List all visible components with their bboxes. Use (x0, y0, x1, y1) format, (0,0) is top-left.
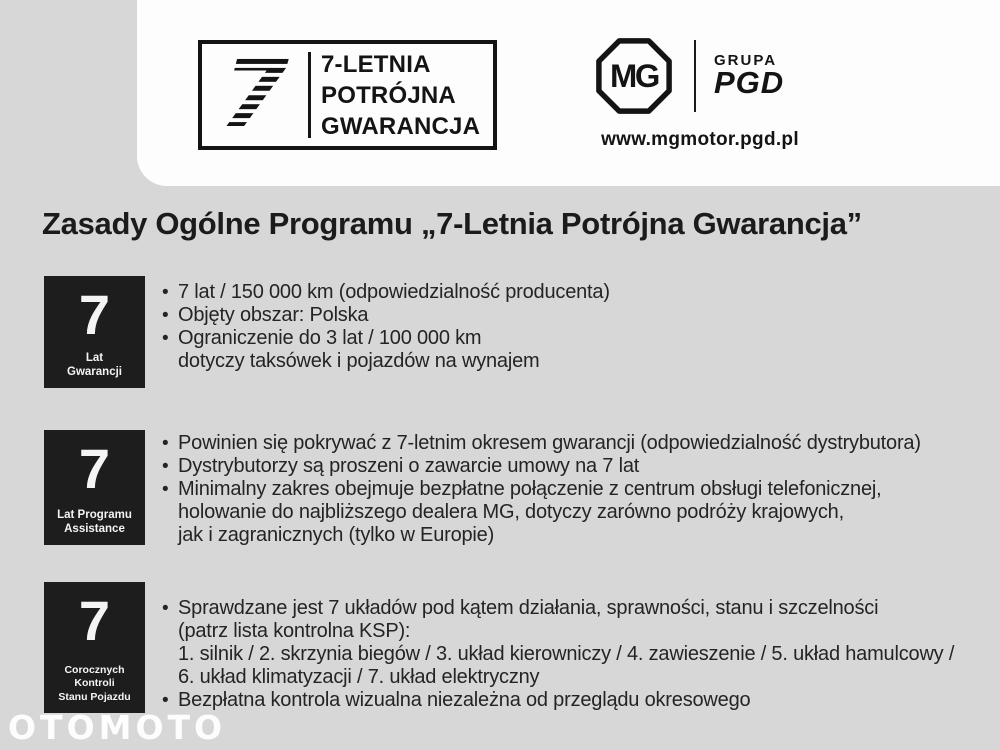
bullet-dot: • (162, 328, 169, 349)
list-item-continuation (162, 620, 954, 643)
list-item-continuation (162, 350, 610, 373)
list-item-text: Minimalny zakres obejmuje bezpłatne połączenie z centrum obsługi telefonicznej, (178, 478, 882, 500)
otomoto-watermark: OTOMOTO (8, 708, 227, 747)
badge-label (57, 509, 132, 536)
badge-digit: 7 (78, 283, 111, 346)
badge-label-line1: Lat Programu (57, 509, 132, 521)
list-item (162, 281, 610, 304)
badge-label-line1: Corocznych Kontroli (64, 663, 125, 689)
bullet-dot: • (162, 479, 169, 500)
badge-label (67, 352, 122, 379)
mg-octagon-icon (595, 36, 673, 116)
list-item-text: Bezpłatna kontrola wizualna niezależna od przeglądu okresowego (178, 689, 751, 711)
list-item-text: Dystrybutorzy są proszeni o zawarcie umowy na 7 lat (178, 455, 640, 477)
warranty-logo-text (321, 49, 480, 142)
list-item (162, 327, 610, 350)
warranty-logo-line3: GWARANCJA (321, 112, 481, 140)
list-item-text: jak i zagranicznych (tylko w Europie) (178, 524, 495, 546)
list-item-text: 1. silnik / 2. skrzynia biegów / 3. układ kierowniczy / 4. zawieszenie / 5. układ hamulcowy / (178, 643, 955, 665)
list-item-text: dotyczy taksówek i pojazdów na wynajem (178, 350, 540, 372)
list-item-continuation (162, 501, 921, 524)
list-item-text: Objęty obszar: Polska (178, 304, 369, 326)
list-item-text: holowanie do najbliższego dealera MG, dotyczy zarówno podróży krajowych, (178, 501, 844, 523)
list-item (162, 304, 610, 327)
list-item-text: Sprawdzane jest 7 układów pod kątem działania, sprawności, stanu i szczelności (178, 597, 879, 619)
badge-coroczne-kontrole (44, 582, 145, 713)
list-item (162, 478, 921, 501)
badge-digit: 7 (78, 589, 111, 652)
list-item-continuation (162, 524, 921, 547)
bullet-dot: • (162, 305, 169, 326)
badge-label (46, 664, 143, 705)
list-item (162, 689, 954, 712)
badge-lat-programu-assistance (44, 430, 145, 545)
grupa-label: GRUPA (714, 52, 778, 69)
list-item-text: Powinien się pokrywać z 7-letnim okresem gwarancji (odpowiedzialność dystrybutora) (178, 432, 921, 454)
list-item-continuation (162, 666, 954, 689)
bullet-dot: • (162, 433, 169, 454)
list-item (162, 455, 921, 478)
list-item-continuation (162, 643, 954, 666)
badge-label-line1: Lat (85, 352, 104, 364)
mg-logo (595, 36, 673, 116)
list-item-text: 7 lat / 150 000 km (odpowiedzialność producenta) (178, 281, 610, 303)
logo-divider (308, 52, 311, 138)
list-item (162, 432, 921, 455)
website-url: www.mgmotor.pgd.pl (601, 129, 799, 150)
badge-label-line2: Assistance (64, 522, 125, 535)
list-item-text: (patrz lista kontrolna KSP): (178, 620, 411, 642)
section-assistance-text (162, 432, 921, 547)
warranty-logo-line1: 7-LETNIA (321, 50, 431, 78)
pgd-label: PGD (714, 65, 785, 100)
grupa-pgd-logo (714, 52, 804, 100)
header-card (137, 0, 1000, 186)
bullet-dot: • (162, 456, 169, 477)
bullet-dot: • (162, 690, 169, 711)
striped-seven-icon: 7 (199, 50, 309, 139)
seven-year-warranty-logo (198, 40, 497, 150)
section-kontrole-text (162, 597, 954, 712)
page-title: Zasady Ogólne Programu „7-Letnia Potrójna Gwarancja” (42, 206, 862, 241)
bullet-dot: • (162, 282, 169, 303)
badge-lat-gwarancji (44, 276, 145, 388)
section-lat-gwarancji-text (162, 281, 610, 373)
list-item-text: 6. układ klimatyzacji / 7. układ elektryczny (178, 666, 540, 688)
bullet-dot: • (162, 598, 169, 619)
list-item (162, 597, 954, 620)
badge-label-line2: Gwarancji (67, 365, 122, 378)
badge-digit: 7 (78, 437, 111, 500)
header-logo-divider (694, 40, 696, 112)
mg-logo-text: MG (609, 56, 659, 94)
list-item-text: Ograniczenie do 3 lat / 100 000 km (178, 327, 482, 349)
warranty-logo-line2: POTRÓJNA (321, 81, 456, 109)
badge-label-line2: Stanu Pojazdu (58, 690, 131, 703)
